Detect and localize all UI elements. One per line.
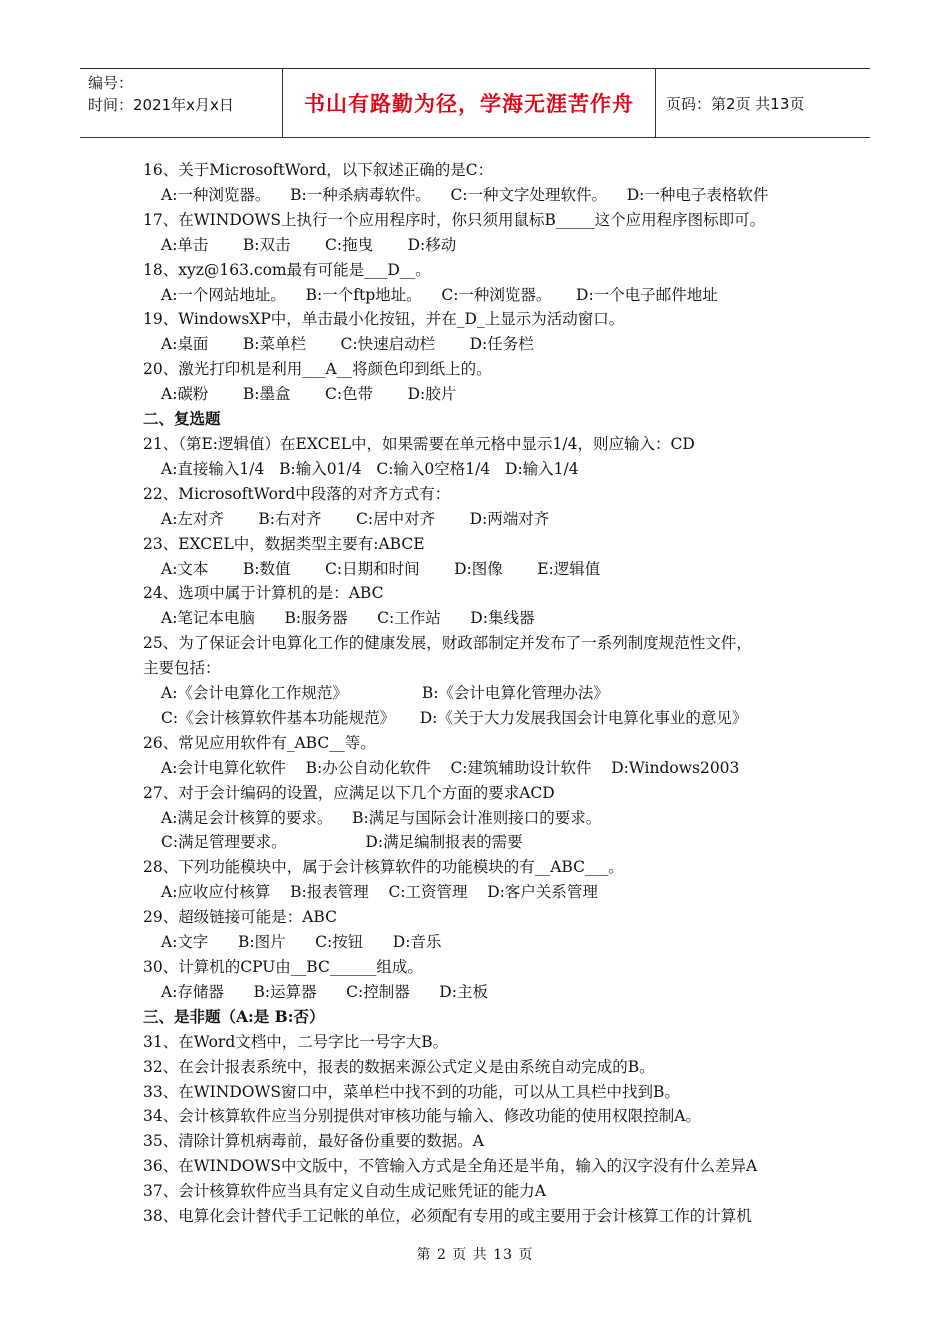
page-header	[80, 68, 870, 138]
answer-options: A:文字 B:图片 C:按钮 D:音乐	[161, 933, 442, 952]
time-label: 时间：2021年x月x日	[88, 96, 234, 114]
question-text: 30、计算机的CPU由__BC______组成。	[143, 958, 423, 976]
section-heading: 二、复选题	[143, 409, 221, 429]
answer-options: A:一个网站地址。 B:一个ftp地址。 C:一种浏览器。 D:一个电子邮件地址	[161, 285, 718, 304]
answer-options: A:会计电算化软件 B:办公自动化软件 C:建筑辅助设计软件 D:Windows2003	[161, 758, 740, 777]
question-text: 32、在会计报表系统中，报表的数据来源公式定义是由系统自动完成的B。	[143, 1057, 655, 1076]
answer-options: A:桌面 B:菜单栏 C:快速启动栏 D:任务栏	[161, 335, 534, 354]
answer-options: C:《会计核算软件基本功能规范》 D:《关于大力发展我国会计电算化事业的意见》	[161, 708, 748, 727]
answer-options: A:单击 B:双击 C:拖曳 D:移动	[161, 235, 457, 254]
answer-options: A:碳粉 B:墨盒 C:色带 D:胶片	[161, 385, 457, 404]
question-text: 16、关于MicrosoftWord，以下叙述正确的是C：	[143, 161, 494, 179]
question-text: 25、为了保证会计电算化工作的健康发展，财政部制定并发布了一系列制度规范性文件，	[143, 634, 752, 653]
answer-options: A:应收应付核算 B:报表管理 C:工资管理 D:客户关系管理	[161, 883, 598, 902]
question-text: 26、常见应用软件有_ABC__等。	[143, 733, 376, 752]
question-list	[143, 158, 823, 1229]
answer-options: A:一种浏览器。 B:一种杀病毒软件。 C:一种文字处理软件。 D:一种电子表格软件	[161, 185, 769, 204]
answer-options: A:《会计电算化工作规范》 B:《会计电算化管理办法》	[161, 684, 609, 703]
question-text: 23、EXCEL中，数据类型主要有:ABCE	[143, 534, 425, 553]
header-page-info: 页码：第2页 共13页	[666, 94, 805, 113]
question-text: 17、在WINDOWS上执行一个应用程序时，你只须用鼠标B_____这个应用程序图标即可。	[143, 210, 766, 229]
page-footer: 第 2 页 共 13 页	[416, 1247, 534, 1263]
question-text: 37、会计核算软件应当具有定义自动生成记账凭证的能力A	[143, 1182, 546, 1201]
answer-options: A:满足会计核算的要求。 B:满足与国际会计准则接口的要求。	[161, 808, 602, 827]
question-text: 38、电算化会计替代手工记帐的单位，必须配有专用的或主要用于会计核算工作的计算机	[143, 1207, 752, 1226]
question-text: 19、WindowsXP中，单击最小化按钮，并在_D_上显示为活动窗口。	[143, 310, 625, 329]
header-motto: 书山有路勤为径，学海无涯苦作舟	[282, 69, 656, 137]
answer-options: A:存储器 B:运算器 C:控制器 D:主板	[161, 982, 488, 1001]
question-text: 36、在WINDOWS中文版中，不管输入方式是全角还是半角，输入的汉字没有什么差异A	[143, 1157, 758, 1176]
answer-options: C:满足管理要求。 D:满足编制报表的需要	[161, 833, 523, 852]
code-label: 编号：	[88, 74, 134, 92]
answer-options: A:左对齐 B:右对齐 C:居中对齐 D:两端对齐	[161, 509, 550, 528]
question-text: 35、清除计算机病毒前，最好备份重要的数据。A	[143, 1132, 484, 1151]
question-text: 20、激光打印机是利用___A__将颜色印到纸上的。	[143, 360, 492, 379]
question-text: 27、对于会计编码的设置，应满足以下几个方面的要求ACD	[143, 783, 555, 802]
answer-options: A:文本 B:数值 C:日期和时间 D:图像 E:逻辑值	[161, 559, 601, 578]
header-meta	[80, 69, 282, 137]
question-text: 33、在WINDOWS窗口中，菜单栏中找不到的功能，可以从工具栏中找到B。	[143, 1082, 680, 1101]
question-text: 18、xyz@163.com最有可能是___D__。	[143, 260, 431, 279]
question-text: 31、在Word文档中，二号字比一号字大B。	[143, 1032, 449, 1051]
question-text: 29、超级链接可能是：ABC	[143, 908, 337, 927]
question-text: 22、MicrosoftWord中段落的对齐方式有：	[143, 484, 451, 503]
answer-options: A:笔记本电脑 B:服务器 C:工作站 D:集线器	[161, 609, 535, 628]
question-text: 34、会计核算软件应当分别提供对审核功能与输入、修改功能的使用权限控制A。	[143, 1107, 701, 1126]
question-text: 主要包括：	[143, 659, 221, 678]
question-text: 28、下列功能模块中，属于会计核算软件的功能模块的有__ABC___。	[143, 858, 624, 877]
answer-options: A:直接输入1/4 B:输入01/4 C:输入0空格1/4 D:输入1/4	[161, 459, 579, 478]
question-text: 24、选项中属于计算机的是：ABC	[143, 584, 384, 603]
section-heading: 三、是非题（A:是 B:否）	[143, 1006, 325, 1026]
question-text: 21、（第E:逻辑值）在EXCEL中，如果需要在单元格中显示1/4，则应输入：CD	[143, 434, 695, 453]
